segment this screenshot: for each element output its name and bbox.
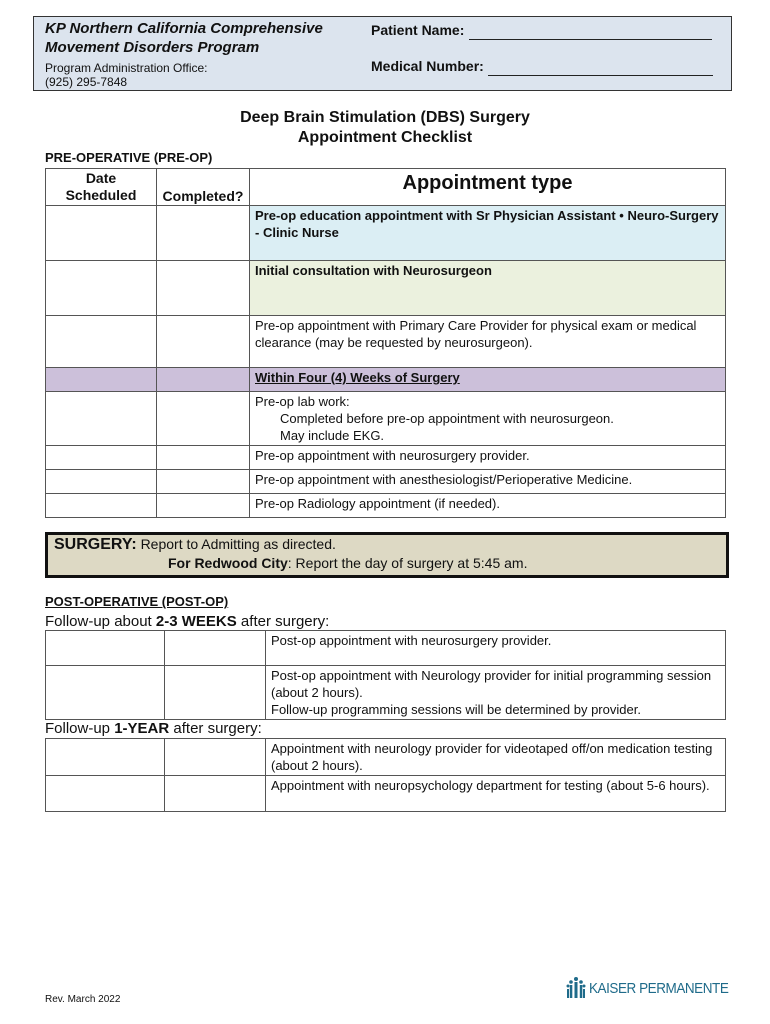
completed-cell[interactable] xyxy=(157,470,250,494)
appointment-type: Post-op appointment with Neurology provider for initial programming session (about 2 hours). Follow-up programming sessions will be determined by provider. xyxy=(266,666,726,720)
col-type: Appointment type xyxy=(250,169,726,206)
office-phone: (925) 295-7848 xyxy=(45,75,128,89)
date-cell[interactable] xyxy=(46,631,165,666)
section-within-four-weeks: Within Four (4) Weeks of Surgery xyxy=(250,368,726,392)
date-cell[interactable] xyxy=(46,261,157,316)
date-cell[interactable] xyxy=(46,494,157,518)
medical-number-label: Medical Number: xyxy=(371,58,484,74)
completed-cell[interactable] xyxy=(165,776,266,812)
date-cell[interactable] xyxy=(46,206,157,261)
preop-table xyxy=(45,168,726,518)
kp-logo-text: KAISER PERMANENTE xyxy=(589,979,729,997)
title-line2: Appointment Checklist xyxy=(297,129,473,146)
date-cell xyxy=(46,368,157,392)
surgery-box xyxy=(45,532,729,578)
appointment-type: Initial consultation with Neurosurgeon xyxy=(250,261,726,316)
appointment-type: Appointment with neuropsychology department for testing (about 5-6 hours). xyxy=(266,776,726,812)
completed-cell[interactable] xyxy=(157,206,250,261)
appointment-type: Pre-op appointment with anesthesiologist/Perioperative Medicine. xyxy=(250,470,726,494)
completed-cell[interactable] xyxy=(165,666,266,720)
appointment-type: Pre-op Radiology appointment (if needed). xyxy=(250,494,726,518)
appointment-type: Pre-op education appointment with Sr Physician Assistant • Neuro-Surgery - Clinic Nurse xyxy=(250,206,726,261)
col-date: Date Scheduled xyxy=(46,169,157,206)
surgery-location-text: : Report the day of surgery at 5:45 am. xyxy=(287,555,528,571)
date-cell[interactable] xyxy=(46,470,157,494)
completed-cell[interactable] xyxy=(157,316,250,368)
date-cell[interactable] xyxy=(46,666,165,720)
completed-cell[interactable] xyxy=(157,494,250,518)
org-line2: Movement Disorders Program xyxy=(45,39,260,56)
appointment-type: Post-op appointment with neurosurgery provider. xyxy=(266,631,726,666)
title-line1: Deep Brain Stimulation (DBS) Surgery xyxy=(240,109,530,126)
appointment-type xyxy=(250,392,726,446)
completed-cell[interactable] xyxy=(157,392,250,446)
medical-number-field[interactable] xyxy=(488,61,713,76)
completed-cell[interactable] xyxy=(165,739,266,776)
patient-name-field[interactable] xyxy=(469,25,712,40)
org-line1: KP Northern California Comprehensive xyxy=(45,20,323,37)
date-cell[interactable] xyxy=(46,776,165,812)
lab-work-note: May include EKG. xyxy=(280,428,385,443)
surgery-location: For Redwood City xyxy=(168,555,288,571)
appointment-type: Appointment with neurology provider for videotaped off/on medication testing (about 2 hours). xyxy=(266,739,726,776)
completed-cell[interactable] xyxy=(157,261,250,316)
appointment-type: Pre-op appointment with Primary Care Provider for physical exam or medical clearance (may be requested by neurosurgeon). xyxy=(250,316,726,368)
patient-name-label: Patient Name: xyxy=(371,22,465,38)
followup-2-3-weeks: Follow-up about 2-3 WEEKS after surgery: xyxy=(45,613,330,630)
surgery-label: SURGERY: xyxy=(54,536,137,553)
appointment-type: Pre-op appointment with neurosurgery provider. xyxy=(250,446,726,470)
surgery-text: Report to Admitting as directed. xyxy=(140,536,336,552)
revision-date: Rev. March 2022 xyxy=(45,994,121,1005)
kaiser-logo xyxy=(566,976,744,1000)
office-label: Program Administration Office: xyxy=(45,61,208,75)
kp-logo-icon xyxy=(566,976,586,1000)
lab-work-note: Completed before pre-op appointment with neurosurgeon. xyxy=(280,411,614,426)
postop-heading: POST-OPERATIVE (POST-OP) xyxy=(45,594,229,609)
header-box xyxy=(33,16,732,91)
date-cell[interactable] xyxy=(46,446,157,470)
col-completed: Completed? xyxy=(157,169,250,206)
lab-work-title: Pre-op lab work: xyxy=(255,394,350,409)
followup-1-year: Follow-up 1-YEAR after surgery: xyxy=(45,720,262,737)
date-cell[interactable] xyxy=(46,316,157,368)
postop-table-weeks xyxy=(45,630,726,720)
completed-cell[interactable] xyxy=(157,446,250,470)
preop-heading: PRE-OPERATIVE (PRE-OP) xyxy=(45,150,213,165)
date-cell[interactable] xyxy=(46,392,157,446)
completed-cell[interactable] xyxy=(165,631,266,666)
date-cell[interactable] xyxy=(46,739,165,776)
postop-table-year xyxy=(45,738,726,812)
completed-cell xyxy=(157,368,250,392)
